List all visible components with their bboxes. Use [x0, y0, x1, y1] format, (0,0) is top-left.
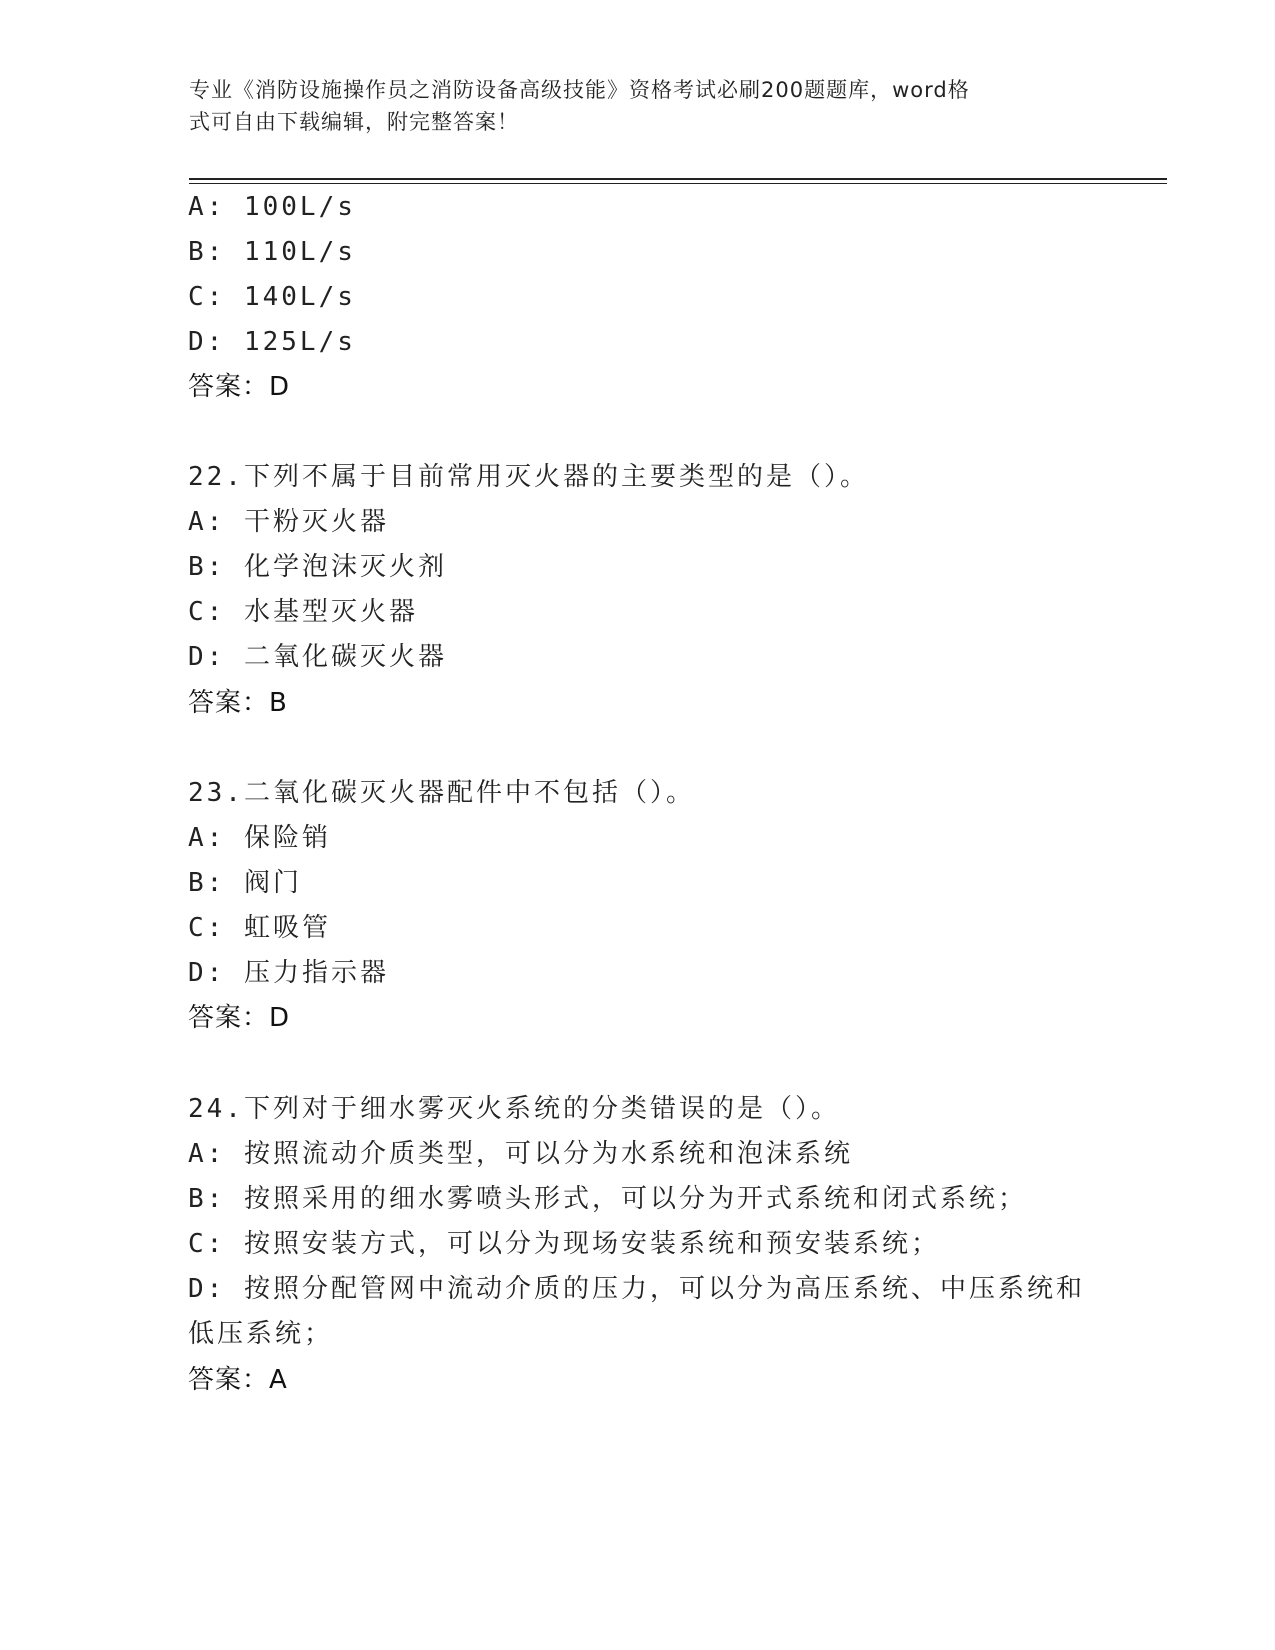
q24-option-a: A: 按照流动介质类型，可以分为水系统和泡沫系统 [188, 1139, 853, 1169]
q22-option-c: C: 水基型灭火器 [188, 597, 418, 627]
q21-option-c: C: 140L/s [188, 282, 356, 312]
q21-option-b: B: 110L/s [188, 237, 356, 267]
header-line-2: 式可自由下载编辑，附完整答案！ [189, 110, 519, 134]
q22-answer: 答案：B [188, 688, 288, 718]
q21-option-a: A: 100L/s [188, 192, 356, 222]
header-line-1: 专业《消防设施操作员之消防设备高级技能》资格考试必刷200题题库，word格 [189, 78, 970, 102]
q21-answer: 答案：D [188, 372, 291, 402]
q24-option-d-continuation: 低压系统； [188, 1319, 334, 1349]
q22-option-d: D: 二氧化碳灭火器 [188, 642, 447, 672]
header-divider-thick [189, 178, 1167, 180]
q24-question: 24.下列对于细水雾灭火系统的分类错误的是（）。 [188, 1094, 840, 1124]
q23-option-a: A: 保险销 [188, 823, 331, 853]
q24-option-c: C: 按照安装方式，可以分为现场安装系统和预安装系统； [188, 1229, 940, 1259]
q22-option-a: A: 干粉灭火器 [188, 507, 389, 537]
header-divider-thin [189, 183, 1167, 184]
document-header [189, 74, 1089, 138]
q22-option-b: B: 化学泡沫灭火剂 [188, 552, 447, 582]
q23-question: 23.二氧化碳灭火器配件中不包括（）。 [188, 778, 695, 808]
q24-answer: 答案：A [188, 1365, 288, 1395]
q24-option-b: B: 按照采用的细水雾喷头形式，可以分为开式系统和闭式系统； [188, 1184, 1027, 1214]
q23-answer: 答案：D [188, 1003, 291, 1033]
q22-question: 22.下列不属于目前常用灭火器的主要类型的是（）。 [188, 462, 869, 492]
q23-option-c: C: 虹吸管 [188, 913, 331, 943]
q21-option-d: D: 125L/s [188, 327, 356, 357]
q24-option-d: D: 按照分配管网中流动介质的压力，可以分为高压系统、中压系统和 [188, 1274, 1085, 1304]
q23-option-b: B: 阀门 [188, 868, 302, 898]
q23-option-d: D: 压力指示器 [188, 958, 389, 988]
